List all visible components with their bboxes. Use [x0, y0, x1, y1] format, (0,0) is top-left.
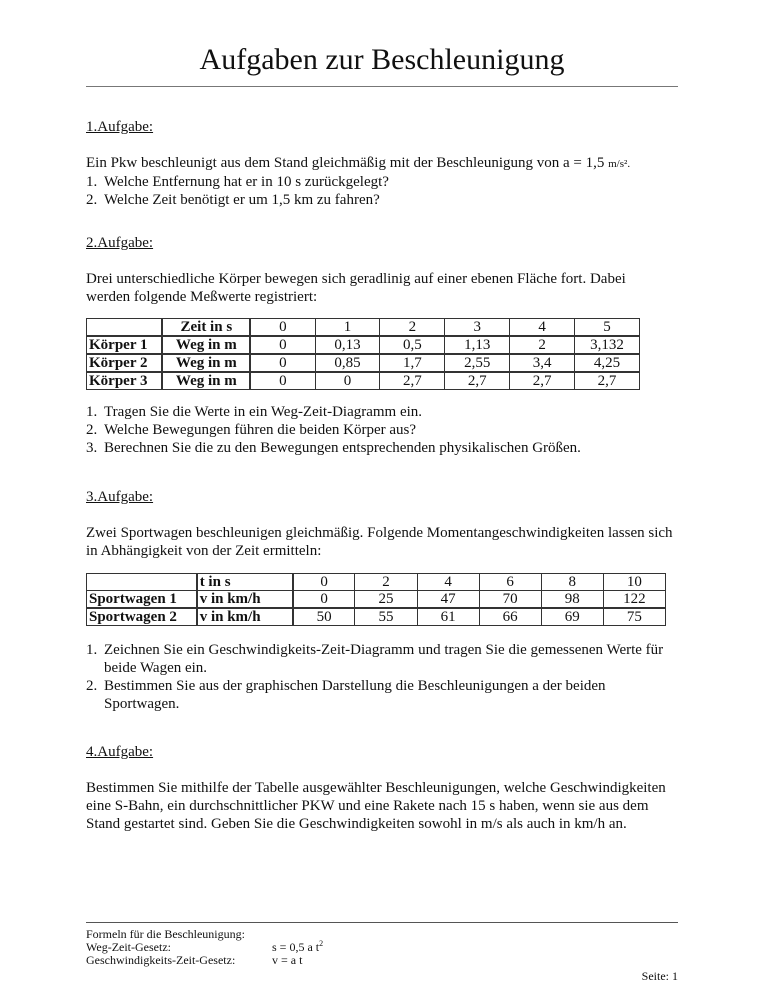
question-item: 2. Welche Bewegungen führen die beiden Körper aus?: [86, 422, 416, 438]
question-item: 2. Bestimmen Sie aus der graphischen Darstellung die Beschleunigungen a der beiden Sportwagen.: [86, 678, 606, 712]
task3-questions: [86, 641, 682, 713]
task4-intro: Bestimmen Sie mithilfe der Tabelle ausgewählter Beschleunigungen, welche Geschwindigkeiten eine S-Bahn, ein durchschnittlicher PKW und eine Rakete nach 15 s haben, wenn sie aus dem Stand gestartet sind. Geben Sie die Geschwindigkeiten sowohl in m/s als auch in km/h an.: [86, 780, 666, 832]
task3-intro: Zwei Sportwagen beschleunigen gleichmäßig. Folgende Momentangeschwindigkeiten lassen sich in Abhängigkeit von der Zeit ermitteln:: [86, 525, 673, 559]
task1-heading: 1.Aufgabe:: [86, 119, 154, 135]
task4-heading: 4.Aufgabe:: [86, 744, 154, 760]
table-row: Körper 2 Weg in m 0 0,85 1,7 2,55 3,4 4,25: [87, 354, 640, 372]
question-item: 2. Welche Zeit benötigt er um 1,5 km zu fahren?: [86, 192, 380, 208]
question-item: 1. Tragen Sie die Werte in ein Weg-Zeit-Diagramm ein.: [86, 404, 423, 420]
table-row: Sportwagen 1 v in km/h 0 25 47 70 98 122: [87, 591, 666, 609]
task3-table: [86, 573, 666, 626]
task1-questions: [86, 173, 686, 209]
footer-formulas: [86, 928, 323, 967]
table-header-row: Zeit in s 0 1 2 3 4 5: [87, 319, 640, 337]
table-row: Körper 3 Weg in m 0 0 2,7 2,7 2,7 2,7: [87, 372, 640, 390]
table-header-row: t in s 0 2 4 6 8 10: [87, 574, 666, 591]
task1-unit: m/s².: [608, 158, 631, 170]
task3-questions-block: [86, 641, 682, 713]
task3-section: [86, 488, 682, 560]
table-row: Körper 1 Weg in m 0 0,13 0,5 1,13 2 3,132: [87, 336, 640, 354]
task2-questions: [86, 403, 686, 457]
page-title: Aufgaben zur Beschleunigung: [199, 43, 565, 76]
footer-heading: Formeln für die Beschleunigung:: [86, 927, 245, 941]
task3-heading: 3.Aufgabe:: [86, 489, 154, 505]
question-item: 1. Welche Entfernung hat er in 10 s zurückgelegt?: [86, 174, 389, 190]
task2-questions-block: [86, 403, 686, 457]
task1-intro: Ein Pkw beschleunigt aus dem Stand gleichmäßig mit der Beschleunigung von a = 1,5 m/s².: [86, 155, 631, 171]
title-divider: [86, 86, 678, 87]
task2-intro: Drei unterschiedliche Körper bewegen sich geradlinig auf einer ebenen Fläche fort. Dabei werden folgende Meßwerte registriert:: [86, 271, 626, 305]
task4-section: [86, 743, 682, 833]
task2-table: [86, 318, 640, 390]
question-item: 1. Zeichnen Sie ein Geschwindigkeits-Zeit-Diagramm und tragen Sie die gemessenen Werte für beide Wagen ein.: [86, 642, 664, 676]
page-number: Seite: 1: [641, 969, 678, 983]
table-row: Sportwagen 2 v in km/h 50 55 61 66 69 75: [87, 608, 666, 626]
formula-row: Weg-Zeit-Gesetz: s = 0,5 a $t^2$: [86, 939, 324, 954]
task2-section: [86, 234, 672, 306]
task2-heading: 2.Aufgabe:: [86, 235, 154, 251]
question-item: 3. Berechnen Sie die zu den Bewegungen entsprechenden physikalischen Größen.: [86, 440, 581, 456]
formula-row: Geschwindigkeits-Zeit-Gesetz: v = a t: [86, 953, 303, 967]
footer-divider: [86, 922, 678, 923]
formula: s = 0,5 a $t^2$: [272, 939, 324, 954]
formula: v = a t: [272, 953, 303, 967]
task1-section: [86, 118, 686, 209]
